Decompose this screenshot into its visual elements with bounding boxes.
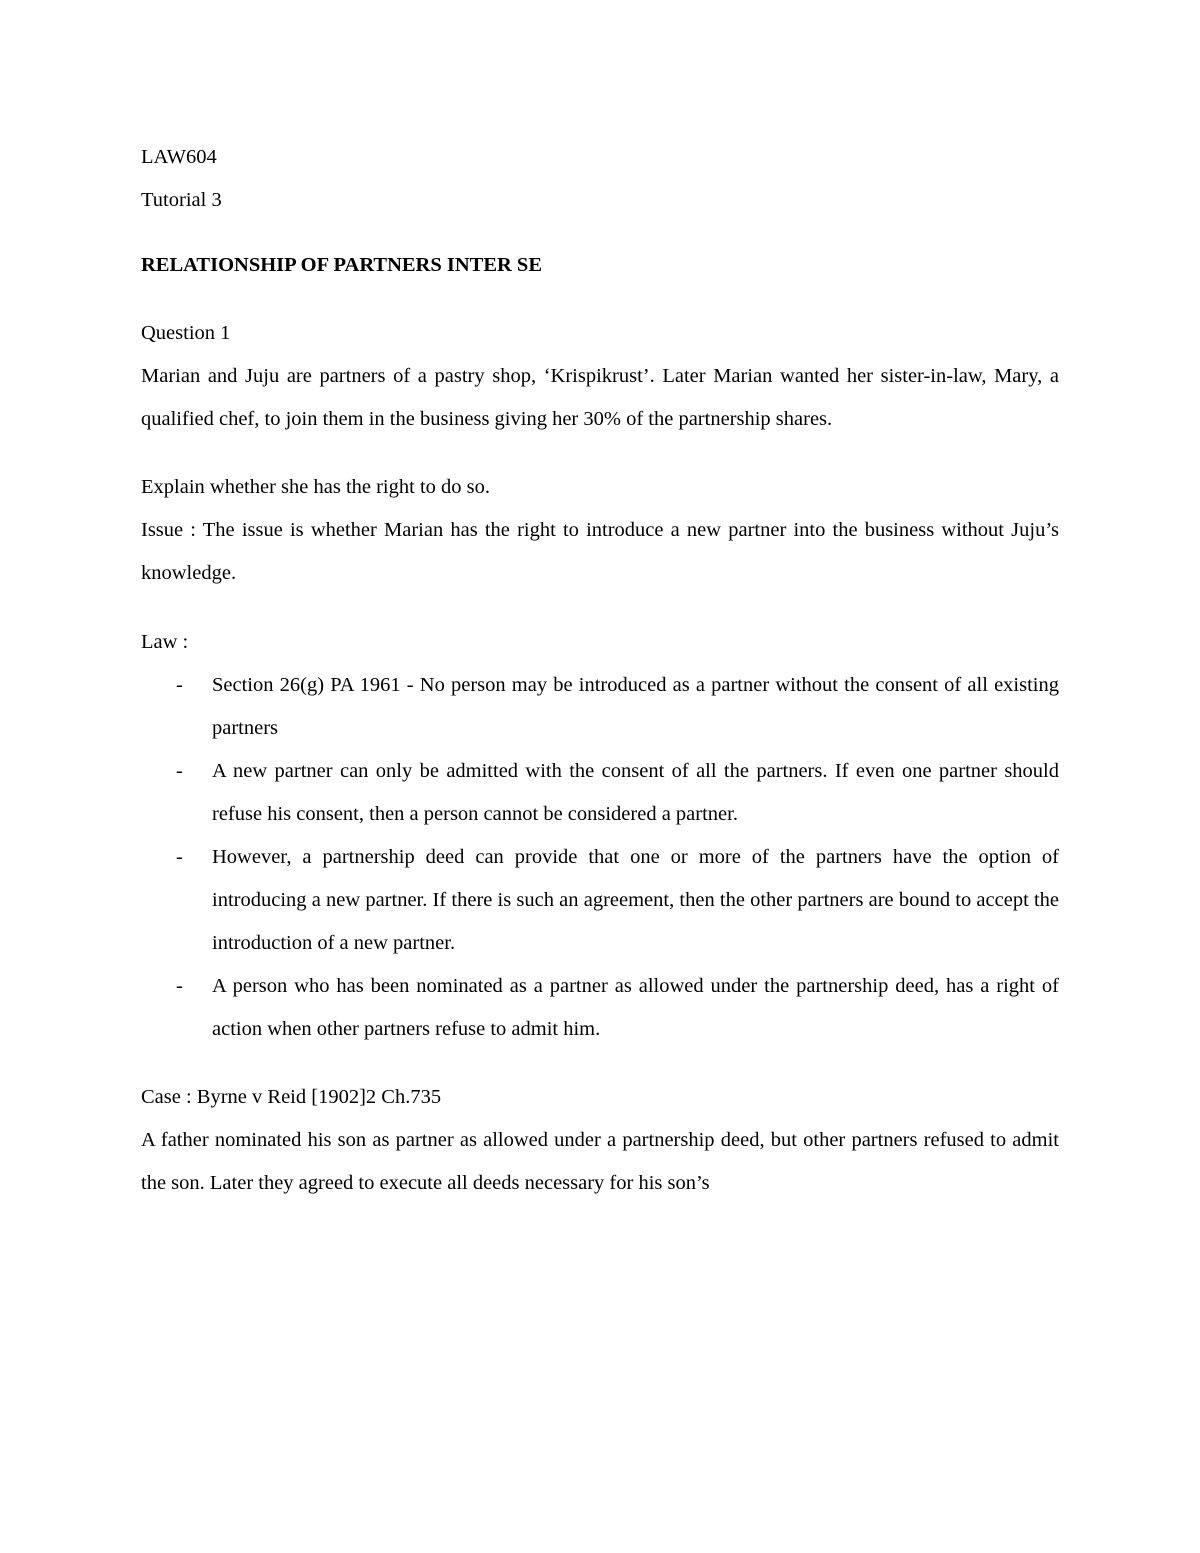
- bullet-dash: -: [176, 674, 183, 696]
- section-title: RELATIONSHIP OF PARTNERS INTER SE: [141, 254, 543, 276]
- law-point: [141, 750, 1059, 836]
- law-point-text: However, a partnership deed can provide that one or more of the partners have the option of introducing a new partner. If there is such an agreement, then the other partners are bound to accept the introduction of a new partner.: [212, 846, 1059, 954]
- document-body: [141, 136, 1059, 1205]
- tutorial-number: Tutorial 3: [141, 189, 222, 211]
- law-label: Law :: [141, 631, 189, 653]
- course-code: LAW604: [141, 146, 217, 168]
- law-point-text: A new partner can only be admitted with the consent of all the partners. If even one partner should refuse his consent, then a person cannot be considered a partner.: [212, 760, 1059, 825]
- law-point-text: A person who has been nominated as a partner as allowed under the partnership deed, has a right of action when other partners refuse to admit him.: [212, 975, 1059, 1040]
- case-text: A father nominated his son as partner as allowed under a partnership deed, but other partners refused to admit the son. Later they agreed to execute all deeds necessary for his son’s: [141, 1129, 1059, 1194]
- question-label: Question 1: [141, 322, 231, 344]
- bullet-dash: -: [176, 846, 183, 868]
- law-point: [141, 664, 1059, 750]
- law-point: [141, 836, 1059, 965]
- law-point: [141, 965, 1059, 1051]
- bullet-dash: -: [176, 760, 183, 782]
- law-points-list: [141, 664, 1059, 1051]
- case-heading: Case : Byrne v Reid [1902]2 Ch.735: [141, 1086, 442, 1108]
- issue-paragraph: Issue : The issue is whether Marian has the right to introduce a new partner into the business without Juju’s knowledge.: [141, 519, 1059, 584]
- law-point-text: Section 26(g) PA 1961 - No person may be introduced as a partner without the consent of all existing partners: [212, 674, 1059, 739]
- bullet-dash: -: [176, 975, 183, 997]
- question-prompt: Explain whether she has the right to do so.: [141, 476, 491, 498]
- question-text: Marian and Juju are partners of a pastry shop, ‘Krispikrust’. Later Marian wanted her sister-in-law, Mary, a qualified chef, to join them in the business giving her 30% of the partnership shares.: [141, 365, 1059, 430]
